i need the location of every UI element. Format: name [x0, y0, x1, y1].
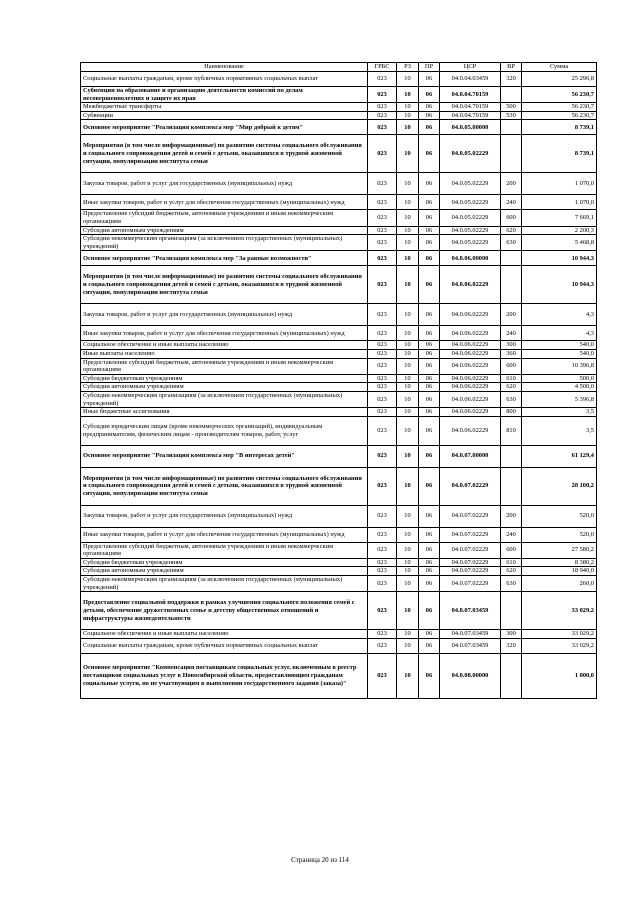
table-row — [81, 445, 597, 467]
table-row — [81, 173, 597, 195]
row-pr: 06 — [419, 630, 440, 639]
row-grbs: 023 — [368, 173, 397, 195]
row-vr: 800 — [501, 408, 522, 417]
row-csr: 04.0.07.02229 — [440, 567, 501, 576]
row-vr: 200 — [501, 304, 522, 326]
row-sum: 2 200,3 — [522, 226, 597, 235]
table-row — [81, 358, 597, 374]
table-row — [81, 103, 597, 112]
row-sum: 33 029,2 — [522, 638, 597, 653]
row-grbs: 023 — [368, 341, 397, 350]
row-csr: 04.0.05.02229 — [440, 195, 501, 210]
row-rz: 10 — [397, 349, 419, 358]
row-grbs: 023 — [368, 391, 397, 407]
row-rz: 10 — [397, 391, 419, 407]
row-pr: 06 — [419, 120, 440, 135]
table-row — [81, 304, 597, 326]
row-sum: 8 739,1 — [522, 135, 597, 173]
row-pr: 06 — [419, 226, 440, 235]
row-rz: 10 — [397, 235, 419, 251]
row-name: Предоставление субсидий бюджетным, автономным учреждениям и иным некоммерческим организациям — [81, 542, 368, 558]
row-csr: 04.0.04.70159 — [440, 111, 501, 120]
row-pr: 06 — [419, 304, 440, 326]
row-grbs: 023 — [368, 383, 397, 392]
row-csr: 04.0.07.02229 — [440, 576, 501, 592]
row-csr: 04.0.07.02229 — [440, 505, 501, 527]
row-name: Мероприятия (в том числе информационные) по развитию системы социального обслуживания и социального сопровождения детей и семей с детьми, оказавшихся в трудной жизненной ситуации, популяризации института семьи — [81, 467, 368, 505]
row-rz: 10 — [397, 120, 419, 135]
row-name: Мероприятия (в том числе информационные) по развитию системы социального обслуживания и социального сопровождения детей и семей с детьми, оказавшихся в трудной жизненной ситуации, популяризации института семьи — [81, 266, 368, 304]
row-sum: 18 940,0 — [522, 567, 597, 576]
row-vr: 300 — [501, 630, 522, 639]
row-csr: 04.0.05.00000 — [440, 120, 501, 135]
row-csr: 04.0.06.00000 — [440, 251, 501, 266]
row-sum: 33 029,2 — [522, 630, 597, 639]
row-grbs: 023 — [368, 567, 397, 576]
row-grbs: 023 — [368, 135, 397, 173]
row-rz: 10 — [397, 445, 419, 467]
row-grbs: 023 — [368, 349, 397, 358]
row-grbs: 023 — [368, 527, 397, 542]
header-name: Наименование — [81, 63, 368, 72]
row-rz: 10 — [397, 251, 419, 266]
row-sum: 28 100,2 — [522, 467, 597, 505]
row-grbs: 023 — [368, 111, 397, 120]
table-row — [81, 505, 597, 527]
table-row — [81, 653, 597, 698]
row-name: Субсидии юридическим лицам (кроме некоммерческих организаций), индивидуальным предпринимателям, физическим лицам - производителям товаров, работ, услуг — [81, 416, 368, 445]
row-rz: 10 — [397, 358, 419, 374]
row-csr: 04.0.06.02229 — [440, 408, 501, 417]
row-vr — [501, 266, 522, 304]
row-pr: 06 — [419, 638, 440, 653]
row-vr: 200 — [501, 505, 522, 527]
row-rz: 10 — [397, 638, 419, 653]
row-pr: 06 — [419, 72, 440, 87]
row-sum: 1 070,0 — [522, 195, 597, 210]
row-rz: 10 — [397, 103, 419, 112]
row-vr — [501, 592, 522, 630]
row-name: Основное мероприятие "Реализация комплекса мер "Мир добрый к детям" — [81, 120, 368, 135]
row-pr: 06 — [419, 576, 440, 592]
row-sum: 4,3 — [522, 326, 597, 341]
row-sum: 3,5 — [522, 408, 597, 417]
row-name: Иные закупки товаров, работ и услуг для обеспечения государственных (муниципальных) нужд — [81, 195, 368, 210]
row-pr: 06 — [419, 266, 440, 304]
table-row — [81, 266, 597, 304]
row-grbs: 023 — [368, 576, 397, 592]
row-grbs: 023 — [368, 630, 397, 639]
row-grbs: 023 — [368, 408, 397, 417]
row-grbs: 023 — [368, 416, 397, 445]
row-sum: 5 468,8 — [522, 235, 597, 251]
row-grbs: 023 — [368, 374, 397, 383]
row-vr: 300 — [501, 341, 522, 350]
row-rz: 10 — [397, 383, 419, 392]
row-sum: 10 396,8 — [522, 358, 597, 374]
table-row — [81, 558, 597, 567]
row-csr: 04.0.07.02229 — [440, 527, 501, 542]
row-csr: 04.0.08.00000 — [440, 653, 501, 698]
table-row — [81, 135, 597, 173]
row-csr: 04.0.06.02229 — [440, 416, 501, 445]
row-vr: 620 — [501, 383, 522, 392]
row-csr: 04.0.07.03459 — [440, 638, 501, 653]
table-row — [81, 408, 597, 417]
row-pr: 06 — [419, 195, 440, 210]
row-csr: 04.0.04.03459 — [440, 72, 501, 87]
row-sum: 4 500,0 — [522, 383, 597, 392]
row-sum: 56 230,7 — [522, 111, 597, 120]
row-vr: 610 — [501, 558, 522, 567]
row-sum: 1 070,0 — [522, 173, 597, 195]
row-vr: 240 — [501, 326, 522, 341]
row-name: Социальные выплаты гражданам, кроме публичных нормативных социальных выплат — [81, 72, 368, 87]
row-grbs: 023 — [368, 195, 397, 210]
row-name: Социальные выплаты гражданам, кроме публичных нормативных социальных выплат — [81, 638, 368, 653]
row-csr: 04.0.05.02229 — [440, 210, 501, 226]
row-sum: 10 944,3 — [522, 266, 597, 304]
row-name: Субсидии автономным учреждениям — [81, 567, 368, 576]
row-sum: 540,0 — [522, 349, 597, 358]
table-row — [81, 111, 597, 120]
table-row — [81, 638, 597, 653]
table-row — [81, 72, 597, 87]
header-rz: РЗ — [397, 63, 419, 72]
row-rz: 10 — [397, 173, 419, 195]
header-csr: ЦСР — [440, 63, 501, 72]
row-rz: 10 — [397, 558, 419, 567]
row-rz: 10 — [397, 226, 419, 235]
row-vr: 240 — [501, 195, 522, 210]
row-vr: 600 — [501, 358, 522, 374]
row-name: Субвенции — [81, 111, 368, 120]
row-grbs: 023 — [368, 120, 397, 135]
row-grbs: 023 — [368, 251, 397, 266]
row-rz: 10 — [397, 576, 419, 592]
row-sum: 10 944,3 — [522, 251, 597, 266]
row-pr: 06 — [419, 416, 440, 445]
row-rz: 10 — [397, 505, 419, 527]
row-sum: 520,0 — [522, 527, 597, 542]
row-name: Субсидии бюджетным учреждениям — [81, 374, 368, 383]
row-name: Субсидии бюджетным учреждениям — [81, 558, 368, 567]
row-grbs: 023 — [368, 304, 397, 326]
row-pr: 06 — [419, 326, 440, 341]
row-rz: 10 — [397, 408, 419, 417]
row-csr: 04.0.05.02229 — [440, 235, 501, 251]
row-name: Субвенции на образование и организацию деятельности комиссий по делам несовершеннолетних и защите их прав — [81, 87, 368, 103]
row-name: Закупка товаров, работ и услуг для государственных (муниципальных) нужд — [81, 505, 368, 527]
row-grbs: 023 — [368, 558, 397, 567]
row-pr: 06 — [419, 505, 440, 527]
table-row — [81, 527, 597, 542]
row-csr: 04.0.07.03459 — [440, 630, 501, 639]
row-sum: 3,5 — [522, 416, 597, 445]
row-grbs: 023 — [368, 358, 397, 374]
row-name: Предоставление субсидий бюджетным, автономным учреждениям и иным некоммерческим организациям — [81, 210, 368, 226]
row-vr: 320 — [501, 638, 522, 653]
row-name: Закупка товаров, работ и услуг для государственных (муниципальных) нужд — [81, 304, 368, 326]
table-row — [81, 235, 597, 251]
row-name: Основное мероприятие "Реализация комплекса мер "В интересах детей" — [81, 445, 368, 467]
row-vr: 630 — [501, 391, 522, 407]
row-name: Социальное обеспечение и иные выплаты населению — [81, 630, 368, 639]
row-csr: 04.0.07.02229 — [440, 467, 501, 505]
row-rz: 10 — [397, 542, 419, 558]
row-pr: 06 — [419, 374, 440, 383]
row-pr: 06 — [419, 111, 440, 120]
row-grbs: 023 — [368, 638, 397, 653]
row-pr: 06 — [419, 251, 440, 266]
row-csr: 04.0.05.02229 — [440, 226, 501, 235]
row-pr: 06 — [419, 87, 440, 103]
row-name: Межбюджетные трансферты — [81, 103, 368, 112]
row-name: Мероприятия (в том числе информационные) по развитию системы социального обслуживания и социального сопровождения детей и семей с детьми, оказавшихся в трудной жизненной ситуации, популяризации института семьи — [81, 135, 368, 173]
row-csr: 04.0.04.70159 — [440, 87, 501, 103]
row-vr: 320 — [501, 72, 522, 87]
row-pr: 06 — [419, 383, 440, 392]
row-csr: 04.0.06.02229 — [440, 391, 501, 407]
row-sum: 540,0 — [522, 341, 597, 350]
row-sum: 8 739,1 — [522, 120, 597, 135]
row-name: Предоставление субсидий бюджетным, автономным учреждениям и иным некоммерческим организациям — [81, 358, 368, 374]
row-rz: 10 — [397, 630, 419, 639]
row-sum: 4,3 — [522, 304, 597, 326]
table-row — [81, 326, 597, 341]
row-csr: 04.0.06.02229 — [440, 383, 501, 392]
table-row — [81, 341, 597, 350]
table-row — [81, 567, 597, 576]
row-vr: 500 — [501, 103, 522, 112]
table-row — [81, 349, 597, 358]
row-grbs: 023 — [368, 592, 397, 630]
row-pr: 06 — [419, 173, 440, 195]
page-number: Страница 20 из 114 — [291, 856, 349, 864]
row-csr: 04.0.07.00000 — [440, 445, 501, 467]
header-pr: ПР — [419, 63, 440, 72]
table-row — [81, 120, 597, 135]
row-sum: 5 396,8 — [522, 391, 597, 407]
row-pr: 06 — [419, 445, 440, 467]
row-vr — [501, 135, 522, 173]
row-csr: 04.0.06.02229 — [440, 349, 501, 358]
row-grbs: 023 — [368, 653, 397, 698]
budget-table — [80, 62, 597, 699]
row-csr: 04.0.05.02229 — [440, 173, 501, 195]
table-row — [81, 416, 597, 445]
row-csr: 04.0.06.02229 — [440, 374, 501, 383]
row-vr: 610 — [501, 374, 522, 383]
row-grbs: 023 — [368, 326, 397, 341]
row-pr: 06 — [419, 467, 440, 505]
table-row — [81, 87, 597, 103]
row-rz: 10 — [397, 527, 419, 542]
table-row — [81, 592, 597, 630]
row-grbs: 023 — [368, 226, 397, 235]
table-header-row — [81, 63, 597, 72]
row-name: Субсидии некоммерческим организациям (за исключением государственных (муниципальных) учреждений) — [81, 391, 368, 407]
row-rz: 10 — [397, 416, 419, 445]
row-vr: 600 — [501, 542, 522, 558]
row-pr: 06 — [419, 408, 440, 417]
row-vr — [501, 653, 522, 698]
row-vr — [501, 445, 522, 467]
row-vr — [501, 120, 522, 135]
row-grbs: 023 — [368, 505, 397, 527]
row-name: Субсидии некоммерческим организациям (за исключением государственных (муниципальных) учреждений) — [81, 235, 368, 251]
row-rz: 10 — [397, 135, 419, 173]
row-pr: 06 — [419, 391, 440, 407]
row-pr: 06 — [419, 558, 440, 567]
row-name: Иные бюджетные ассигнования — [81, 408, 368, 417]
row-name: Социальное обеспечение и иные выплаты населению — [81, 341, 368, 350]
row-name: Основное мероприятие "Компенсация поставщикам социальных услуг, включенным в реестр поставщиков социальных услуг в Новосибирской области, предоставляющим гражданам социальные услуги, но не участвующим в выполнении государственного задания (заказа)" — [81, 653, 368, 698]
row-grbs: 023 — [368, 87, 397, 103]
row-vr: 810 — [501, 416, 522, 445]
row-vr: 360 — [501, 349, 522, 358]
row-pr: 06 — [419, 592, 440, 630]
row-rz: 10 — [397, 374, 419, 383]
header-grbs: ГРБС — [368, 63, 397, 72]
row-sum: 27 580,2 — [522, 542, 597, 558]
row-grbs: 023 — [368, 445, 397, 467]
row-csr: 04.0.07.02229 — [440, 542, 501, 558]
row-rz: 10 — [397, 72, 419, 87]
row-pr: 06 — [419, 653, 440, 698]
row-rz: 10 — [397, 653, 419, 698]
table-row — [81, 630, 597, 639]
row-rz: 10 — [397, 210, 419, 226]
table-row — [81, 391, 597, 407]
row-name: Закупка товаров, работ и услуг для государственных (муниципальных) нужд — [81, 173, 368, 195]
row-sum: 7 669,1 — [522, 210, 597, 226]
row-vr: 630 — [501, 576, 522, 592]
row-sum: 25 296,8 — [522, 72, 597, 87]
row-pr: 06 — [419, 567, 440, 576]
row-vr: 620 — [501, 567, 522, 576]
row-rz: 10 — [397, 266, 419, 304]
row-name: Иные закупки товаров, работ и услуг для обеспечения государственных (муниципальных) нужд — [81, 326, 368, 341]
row-rz: 10 — [397, 567, 419, 576]
row-pr: 06 — [419, 527, 440, 542]
row-grbs: 023 — [368, 210, 397, 226]
row-vr: 630 — [501, 235, 522, 251]
row-csr: 04.0.06.02229 — [440, 266, 501, 304]
row-pr: 06 — [419, 542, 440, 558]
row-csr: 04.0.05.02229 — [440, 135, 501, 173]
row-pr: 06 — [419, 341, 440, 350]
row-name: Предоставление социальной поддержки в рамках улучшения социального положения семей с детьми, обеспечение дружественных семье и детству общественных отношений и инфраструктуры жизнедеятельности — [81, 592, 368, 630]
table-row — [81, 251, 597, 266]
row-grbs: 023 — [368, 103, 397, 112]
table-row — [81, 195, 597, 210]
row-rz: 10 — [397, 592, 419, 630]
row-sum: 56 230,7 — [522, 103, 597, 112]
row-sum: 1 000,0 — [522, 653, 597, 698]
row-sum: 260,0 — [522, 576, 597, 592]
row-sum: 33 029,2 — [522, 592, 597, 630]
row-vr — [501, 467, 522, 505]
table-row — [81, 467, 597, 505]
row-grbs: 023 — [368, 72, 397, 87]
row-grbs: 023 — [368, 542, 397, 558]
row-grbs: 023 — [368, 266, 397, 304]
table-row — [81, 383, 597, 392]
row-csr: 04.0.06.02229 — [440, 304, 501, 326]
row-vr: 620 — [501, 226, 522, 235]
row-name: Иные выплаты населению — [81, 349, 368, 358]
table-row — [81, 576, 597, 592]
row-rz: 10 — [397, 341, 419, 350]
row-pr: 06 — [419, 135, 440, 173]
row-csr: 04.0.07.03459 — [440, 592, 501, 630]
row-name: Иные закупки товаров, работ и услуг для обеспечения государственных (муниципальных) нужд — [81, 527, 368, 542]
table-row — [81, 226, 597, 235]
table-row — [81, 210, 597, 226]
row-sum: 520,0 — [522, 505, 597, 527]
row-csr: 04.0.07.02229 — [440, 558, 501, 567]
row-vr: 600 — [501, 210, 522, 226]
row-sum: 61 129,4 — [522, 445, 597, 467]
row-vr: 240 — [501, 527, 522, 542]
row-rz: 10 — [397, 304, 419, 326]
row-rz: 10 — [397, 87, 419, 103]
header-vr: ВР — [501, 63, 522, 72]
row-pr: 06 — [419, 103, 440, 112]
row-csr: 04.0.06.02229 — [440, 341, 501, 350]
row-sum: 500,0 — [522, 374, 597, 383]
row-name: Субсидии автономным учреждениям — [81, 226, 368, 235]
row-grbs: 023 — [368, 467, 397, 505]
row-csr: 04.0.06.02229 — [440, 326, 501, 341]
row-vr — [501, 251, 522, 266]
row-name: Субсидии автономным учреждениям — [81, 383, 368, 392]
row-name: Основное мероприятие "Реализация комплекса мер "За равные возможности" — [81, 251, 368, 266]
row-pr: 06 — [419, 349, 440, 358]
row-pr: 06 — [419, 210, 440, 226]
row-rz: 10 — [397, 195, 419, 210]
row-pr: 06 — [419, 358, 440, 374]
table-row — [81, 542, 597, 558]
row-sum: 56 230,7 — [522, 87, 597, 103]
row-pr: 06 — [419, 235, 440, 251]
row-grbs: 023 — [368, 235, 397, 251]
row-rz: 10 — [397, 111, 419, 120]
row-vr: 200 — [501, 173, 522, 195]
row-rz: 10 — [397, 326, 419, 341]
table-row — [81, 374, 597, 383]
row-vr: 530 — [501, 111, 522, 120]
row-rz: 10 — [397, 467, 419, 505]
row-name: Субсидии некоммерческим организациям (за исключением государственных (муниципальных) учреждений) — [81, 576, 368, 592]
header-sum: Сумма — [522, 63, 597, 72]
row-csr: 04.0.04.70159 — [440, 103, 501, 112]
row-csr: 04.0.06.02229 — [440, 358, 501, 374]
row-vr — [501, 87, 522, 103]
row-sum: 8 380,2 — [522, 558, 597, 567]
